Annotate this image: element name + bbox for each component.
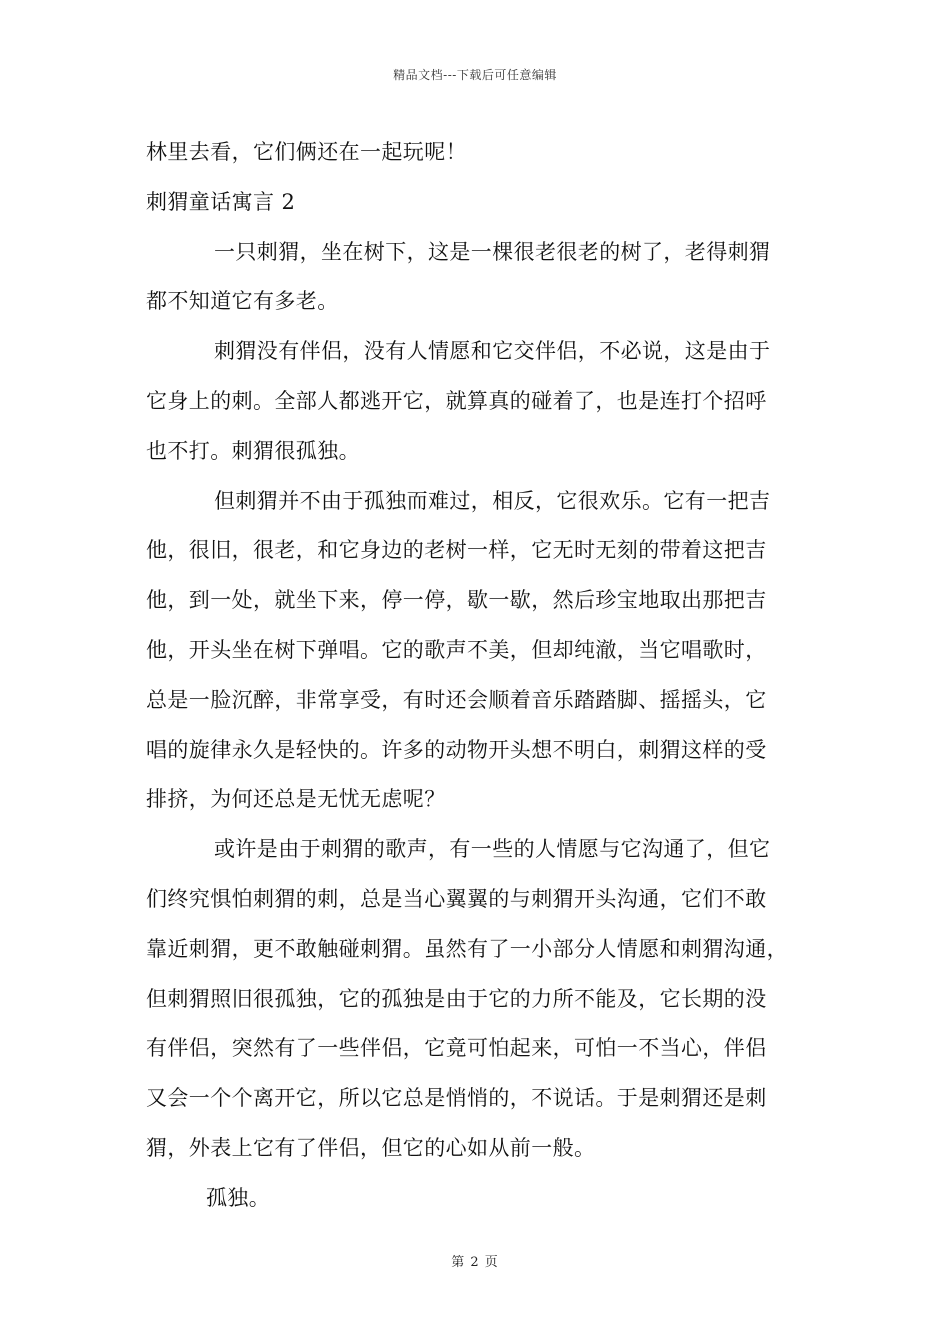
body-line: 也不打。刺猬很孤独。 xyxy=(146,438,360,463)
body-line: 它身上的刺。全部人都逃开它，就算真的碰着了，也是连打个招呼 xyxy=(146,388,767,413)
body-line: 靠近刺猬，更不敢触碰刺猬。虽然有了一小部分人情愿和刺猬沟通， xyxy=(146,936,788,961)
body-line: 排挤，为何还总是无忧无虑呢？ xyxy=(146,787,446,812)
body-line: 他，很旧，很老，和它身边的老树一样，它无时无刻的带着这把吉 xyxy=(146,538,767,563)
body-line: 刺猬没有伴侣，没有人情愿和它交伴侣，不必说，这是由于 xyxy=(214,339,771,364)
body-line: 他，开头坐在树下弹唱。它的歌声不美，但却纯澈，当它唱歌时， xyxy=(146,637,767,662)
body-line: 们终究惧怕刺猬的刺，总是当心翼翼的与刺猬开头沟通，它们不敢 xyxy=(146,886,767,911)
body-line: 都不知道它有多老。 xyxy=(146,289,339,314)
section-title: 刺猬童话寓言 2 xyxy=(146,189,296,214)
body-line: 林里去看，它们俩还在一起玩呢！ xyxy=(146,140,467,164)
body-line: 总是一脸沉醉，非常享受，有时还会顺着音乐踏踏脚、摇摇头，它 xyxy=(146,687,767,712)
body-line: 唱的旋律永久是轻快的。许多的动物开头想不明白，刺猬这样的受 xyxy=(146,737,767,762)
body-line: 或许是由于刺猬的歌声，有一些的人情愿与它沟通了，但它 xyxy=(214,837,771,862)
body-line: 有伴侣，突然有了一些伴侣，它竟可怕起来，可怕一不当心，伴侣 xyxy=(146,1036,767,1061)
body-line: 一只刺猬，坐在树下，这是一棵很老很老的树了，老得刺猬 xyxy=(214,239,771,264)
body-line: 孤独。 xyxy=(206,1185,271,1210)
page-header: 精品文档---下载后可任意编辑 xyxy=(393,68,557,82)
body-line: 他，到一处，就坐下来，停一停，歇一歇，然后珍宝地取出那把吉 xyxy=(146,588,767,613)
body-line: 但刺猬照旧很孤独，它的孤独是由于它的力所不能及，它长期的没 xyxy=(146,986,767,1011)
body-line: 猬，外表上它有了伴侣，但它的心如从前一般。 xyxy=(146,1135,596,1160)
page-number: 第 2 页 xyxy=(451,1255,499,1270)
document-body xyxy=(146,128,826,1224)
body-line: 又会一个个离开它，所以它总是悄悄的，不说话。于是刺猬还是刺 xyxy=(146,1086,767,1111)
body-line: 但刺猬并不由于孤独而难过，相反，它很欢乐。它有一把吉 xyxy=(214,488,771,513)
